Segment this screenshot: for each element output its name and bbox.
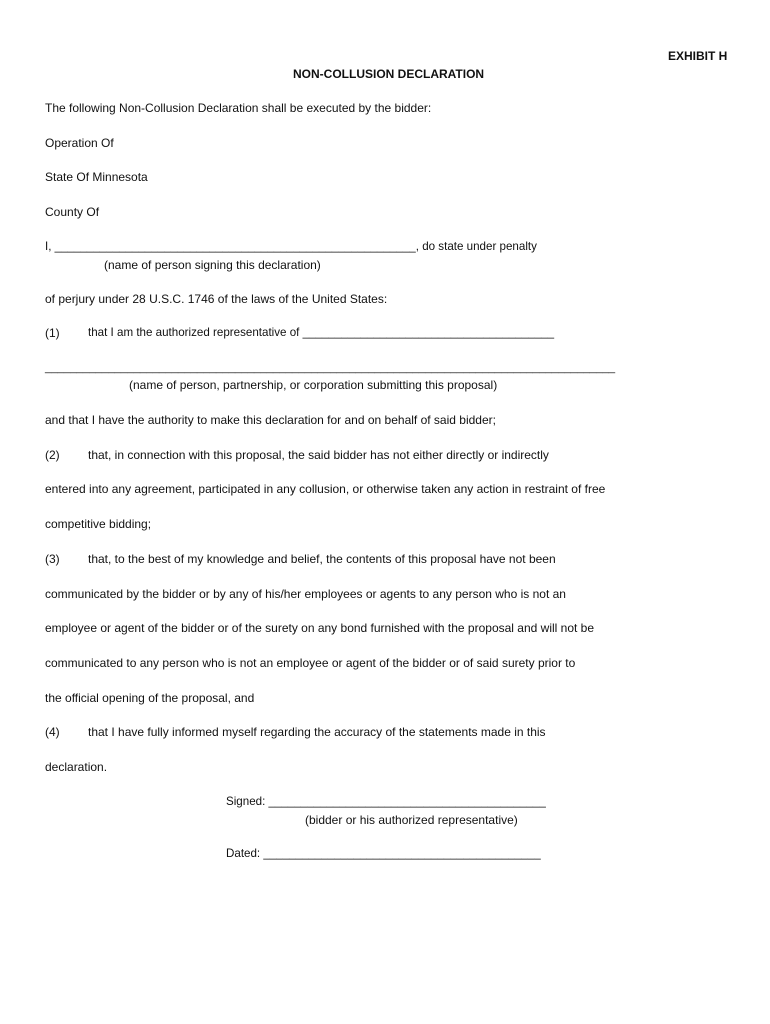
signed-line: Signed: ___________________________________________ <box>226 795 546 808</box>
item-4-number: (4) <box>45 725 60 739</box>
item-3-number: (3) <box>45 552 60 566</box>
dated-line: Dated: ___________________________________________ <box>226 847 541 860</box>
entity-caption: (name of person, partnership, or corporation submitting this proposal) <box>129 378 498 392</box>
item-3-continuation-1: communicated by the bidder or by any of his/her employees or agents to any person who is not an <box>45 587 566 601</box>
county-line: County Of <box>45 205 100 219</box>
authority-line: and that I have the authority to make this declaration for and on behalf of said bidder; <box>45 413 496 427</box>
entity-blank-line: __________________________________________________________________________________________ <box>45 362 616 374</box>
item-2-text: that, in connection with this proposal, the said bidder has not either directly or indirectly <box>88 448 549 462</box>
exhibit-label: EXHIBIT H <box>668 49 728 63</box>
perjury-line: of perjury under 28 U.S.C. 1746 of the laws of the United States: <box>45 292 388 306</box>
item-3-continuation-4: the official opening of the proposal, and <box>45 691 255 705</box>
state-line: State Of Minnesota <box>45 170 148 184</box>
item-3-continuation-3: communicated to any person who is not an employee or agent of the bidder or of said surety prior to <box>45 656 576 670</box>
item-3-continuation-2: employee or agent of the bidder or of the surety on any bond furnished with the proposal and will not be <box>45 621 595 635</box>
operation-line: Operation Of <box>45 136 114 150</box>
item-4-continuation-1: declaration. <box>45 760 108 774</box>
item-2-continuation-2: competitive bidding; <box>45 517 152 531</box>
signed-caption: (bidder or his authorized representative) <box>305 813 518 827</box>
document-title: NON-COLLUSION DECLARATION <box>293 67 485 81</box>
item-3-text: that, to the best of my knowledge and belief, the contents of this proposal have not been <box>88 552 556 566</box>
item-1-text: that I am the authorized representative of _______________________________________ <box>88 326 555 339</box>
item-2-number: (2) <box>45 448 60 462</box>
intro-text: The following Non-Collusion Declaration shall be executed by the bidder: <box>45 101 432 115</box>
declarant-caption: (name of person signing this declaration) <box>104 258 321 272</box>
item-2-continuation-1: entered into any agreement, participated in any collusion, or otherwise taken any action in restraint of free <box>45 482 606 496</box>
declarant-line: I, ________________________________________________________, do state under penalty <box>45 240 537 253</box>
item-1-number: (1) <box>45 326 60 340</box>
item-4-text: that I have fully informed myself regarding the accuracy of the statements made in this <box>88 725 546 739</box>
